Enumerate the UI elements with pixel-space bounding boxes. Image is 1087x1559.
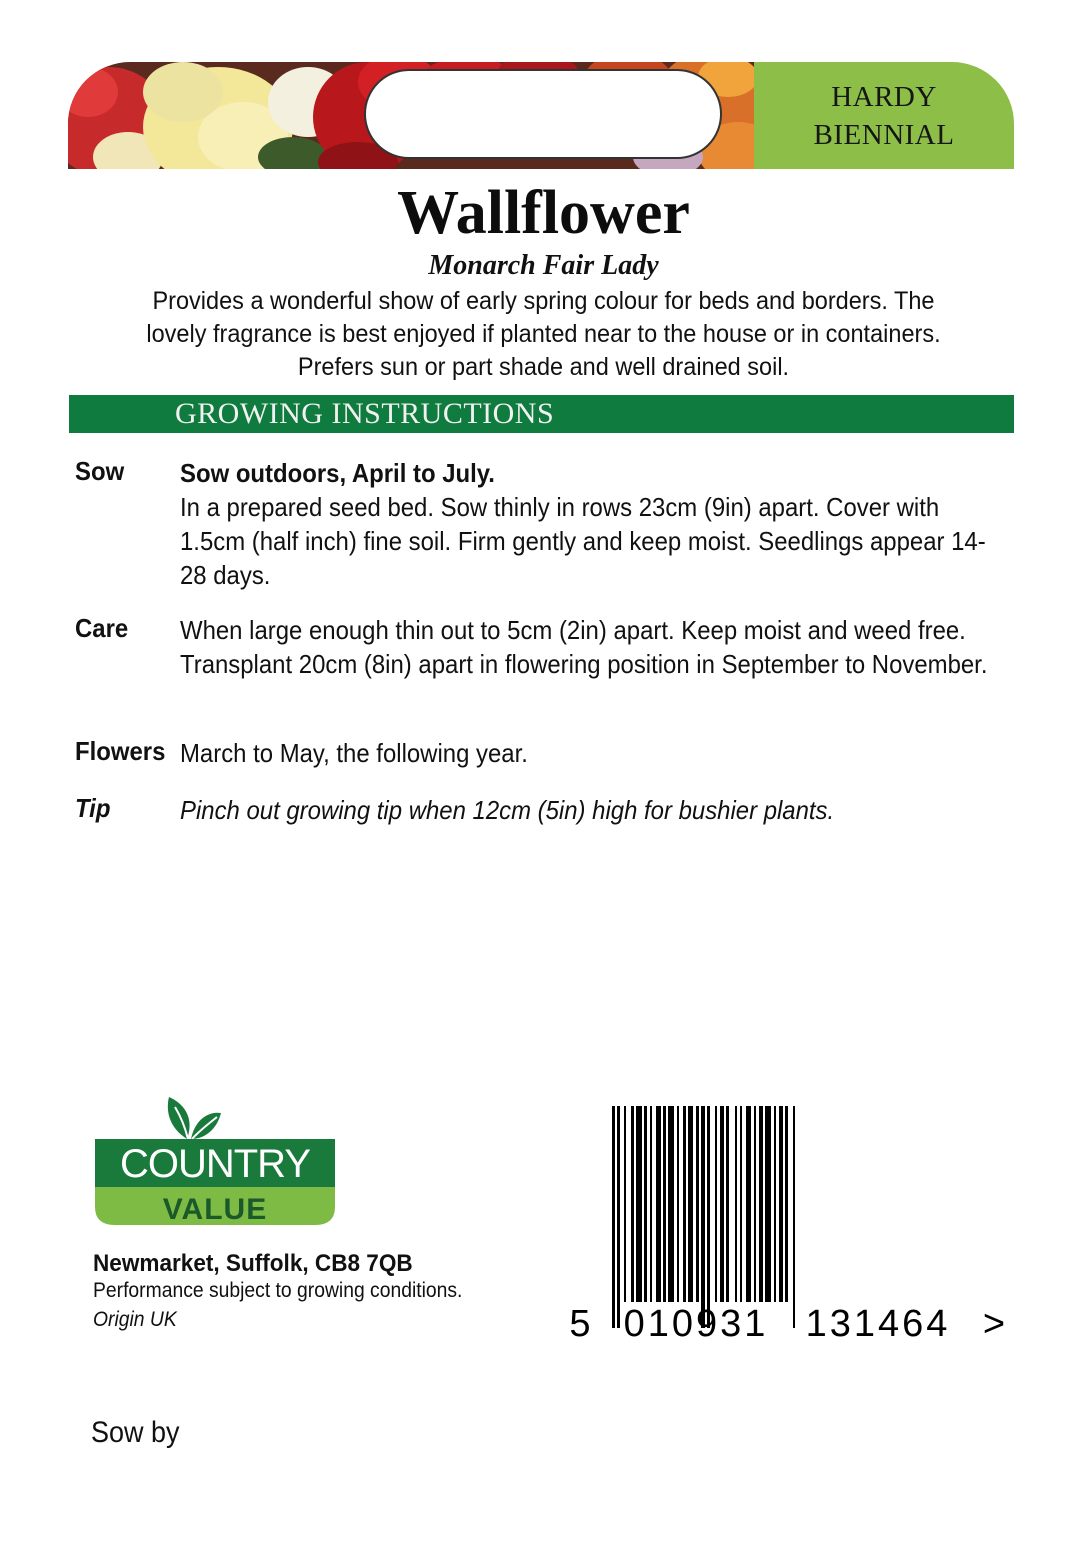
tip-label: Tip [75, 793, 111, 823]
barcode-bar [636, 1106, 642, 1302]
badge-line-2: BIENNIAL [813, 118, 955, 151]
sow-text: In a prepared seed bed. Sow thinly in rows 23cm (9in) apart. Cover with 1.5cm (half inch) fine soil. Firm gently and keep moist. Seedlings appear 14-28 days. [180, 492, 986, 590]
barcode-bar [793, 1106, 795, 1328]
barcode-first-digit: 5 [569, 1303, 591, 1345]
barcode-bar [677, 1106, 679, 1302]
barcode-left-digits: 010931 [623, 1303, 769, 1345]
care-label: Care [75, 613, 129, 643]
barcode-bar [668, 1106, 674, 1302]
barcode-bar [774, 1106, 776, 1302]
barcode-bar [715, 1106, 717, 1302]
barcode-bars [612, 1106, 795, 1328]
barcode-bar [726, 1106, 729, 1302]
barcode-bar [612, 1106, 615, 1328]
company-address: Newmarket, Suffolk, CB8 7QB [93, 1250, 413, 1277]
barcode-bar [663, 1106, 666, 1302]
barcode-bar [779, 1106, 783, 1302]
barcode-bar [707, 1106, 710, 1328]
growing-instructions-header [69, 395, 1014, 433]
performance-note: Performance subject to growing conditions. [93, 1279, 463, 1302]
origin-label: Origin UK [93, 1308, 177, 1331]
tip-text: Pinch out growing tip when 12cm (5in) high for bushier plants. [180, 795, 835, 825]
barcode-bar [624, 1106, 626, 1302]
barcode-bar [656, 1106, 661, 1302]
sow-headline: Sow outdoors, April to July. [180, 458, 495, 488]
barcode-bar [765, 1106, 771, 1302]
barcode-bar [650, 1106, 652, 1302]
product-title: Wallflower [397, 179, 690, 247]
badge-line-1: HARDY [831, 80, 937, 113]
section-heading: GROWING INSTRUCTIONS [175, 397, 555, 430]
barcode-bar [735, 1106, 737, 1302]
barcode-bar [683, 1106, 686, 1302]
variety-name: Monarch Fair Lady [428, 250, 659, 281]
ean-barcode [566, 1106, 1006, 1346]
barcode-bar [740, 1106, 742, 1302]
barcode-bar [785, 1106, 788, 1302]
hang-hole [364, 69, 722, 159]
barcode-bar [617, 1106, 620, 1328]
barcode-bar [631, 1106, 634, 1302]
flowers-text: March to May, the following year. [180, 738, 528, 768]
flowers-label: Flowers [75, 736, 166, 766]
sow-by-label: Sow by [91, 1416, 180, 1449]
barcode-bar [701, 1106, 705, 1328]
barcode-right-digits: 131464 [805, 1303, 951, 1345]
sow-body [180, 456, 999, 592]
barcode-bar [720, 1106, 724, 1302]
barcode-bar [688, 1106, 693, 1302]
barcode-bar [644, 1106, 647, 1302]
sow-label: Sow [75, 456, 125, 486]
care-text: When large enough thin out to 5cm (2in) apart. Keep moist and weed free. Transplant 20cm (8in) apart in flowering position in September to November. [180, 615, 988, 679]
barcode-bar [696, 1106, 699, 1302]
barcode-bar [746, 1106, 751, 1302]
product-description: Provides a wonderful show of early spring colour for beds and borders. The lovely fragrance is best enjoyed if planted near to the house or in containers. Prefers sun or part shade and well drained soil. [146, 287, 941, 381]
barcode-end-mark: > [982, 1303, 1006, 1345]
hardy-biennial-badge [754, 62, 1014, 169]
logo-country-text: COUNTRY [119, 1142, 311, 1186]
country-value-logo [95, 1095, 335, 1227]
logo-value-text: VALUE [162, 1193, 268, 1226]
barcode-bar [754, 1106, 756, 1302]
barcode-bar [759, 1106, 763, 1302]
